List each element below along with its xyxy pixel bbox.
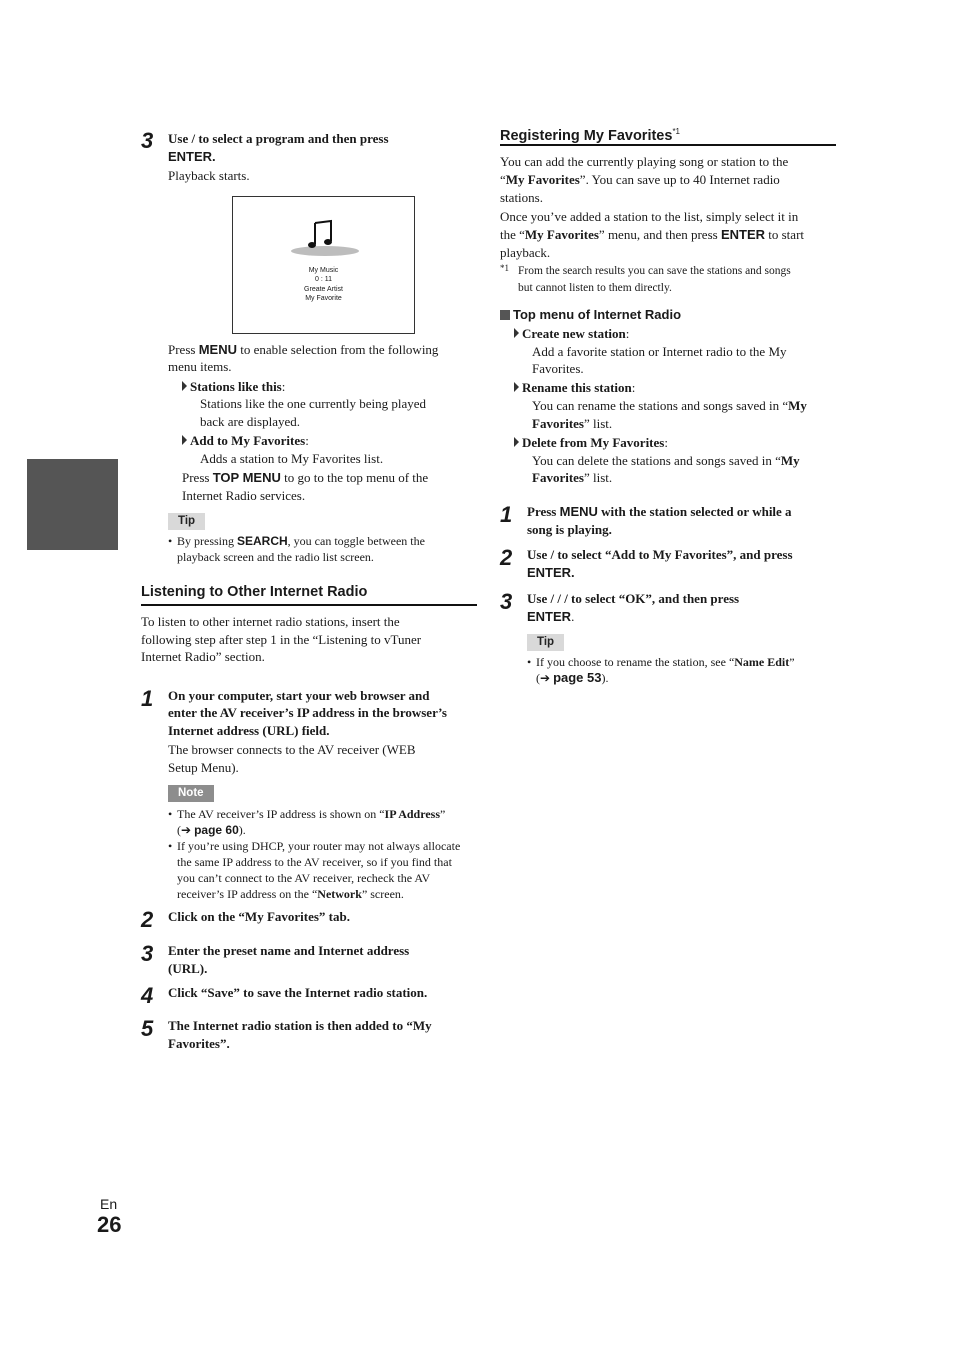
step-text: ENTER. (527, 565, 575, 580)
tip-bullet: • By pressing SEARCH, you can toggle between the playback screen and the radio list screen. (168, 534, 425, 564)
step-result: Playback starts. (168, 168, 250, 183)
step-text: (URL). (168, 961, 208, 976)
menu-item-desc: You can rename the stations and songs saved in “My (532, 398, 807, 413)
step-number: 4 (141, 983, 154, 1008)
paragraph: playback. (500, 245, 551, 260)
menu-item-desc: Adds a station to My Favorites list. (200, 451, 384, 466)
step-number: 2 (500, 545, 513, 570)
menu-item-desc: Add a favorite station or Internet radio to the My (532, 344, 787, 359)
step-text: ENTER. (168, 149, 216, 164)
screen-line: Greate Artist (304, 286, 343, 293)
step-text: Favorites”. (168, 1036, 230, 1051)
footnote-mark: *1 (500, 263, 509, 273)
paragraph: Once you’ve added a station to the list, simply select it in (500, 209, 799, 224)
paragraph: Internet Radio” section. (141, 649, 265, 664)
section-heading: Listening to Other Internet Radio (141, 584, 368, 600)
note-badge: Note (168, 785, 214, 802)
step-text: The Internet radio station is then added to “My (168, 1018, 432, 1033)
note-bullet: • If you’re using DHCP, your router may not always allocate the same IP address to the AV receiver, so if you find that you can’t connect to the AV receiver, recheck the AV receiver’s IP address on the “Network” screen. (168, 839, 461, 901)
sub-heading: Top menu of Internet Radio (500, 306, 681, 323)
triangle-icon (514, 382, 519, 392)
tip-bullet: • If you choose to rename the station, see “Name Edit” (➔ page 53). (527, 655, 795, 685)
step-text: On your computer, start your web browser and (168, 688, 430, 703)
heading-rule (141, 604, 477, 606)
paragraph: You can add the currently playing song or station to the (500, 154, 789, 169)
menu-item-desc: Favorites” list. (532, 416, 613, 431)
menu-item-desc: Stations like the one currently being played (200, 396, 426, 411)
menu-item: Delete from My Favorites: (514, 434, 668, 452)
menu-item-desc: Favorites. (532, 361, 584, 376)
note-bullet: • The AV receiver’s IP address is shown on “IP Address” (➔ page 60). (168, 807, 446, 837)
menu-item: Add to My Favorites: (182, 432, 309, 450)
step-text: Press MENU with the station selected or while a (527, 504, 792, 519)
step-number: 3 (141, 128, 154, 153)
paragraph: Internet Radio services. (182, 488, 306, 503)
step-text: Enter the preset name and Internet address (168, 943, 410, 958)
paragraph: stations. (500, 190, 543, 205)
footnote: From the search results you can save the stations and songs (518, 265, 791, 277)
step-text: ENTER. (527, 609, 575, 624)
step-text: Use / / / to select “OK”, and then press (527, 591, 740, 606)
step-text: enter the AV receiver’s IP address in the browser’s (168, 705, 447, 720)
triangle-icon (514, 437, 519, 447)
triangle-icon (514, 328, 519, 338)
paragraph: menu items. (168, 359, 232, 374)
screen-line: 0 : 11 (315, 276, 332, 283)
tip-badge: Tip (168, 513, 205, 530)
menu-item-desc: You can delete the stations and songs saved in “My (532, 453, 800, 468)
step-number: 1 (500, 502, 513, 527)
step-text: song is playing. (527, 522, 612, 537)
footnote: but cannot listen to them directly. (518, 282, 672, 294)
screen-line: My Music (308, 267, 339, 274)
section-heading: Registering My Favorites$^{*1}$ (500, 127, 680, 144)
page-number: 26 (97, 1212, 122, 1237)
menu-item-desc: Favorites” list. (532, 470, 613, 485)
chapter-tab (27, 459, 118, 550)
paragraph: Press TOP MENU to go to the top menu of the (182, 470, 429, 485)
step-number: 1 (141, 686, 154, 711)
step-number: 2 (141, 907, 154, 932)
menu-item: Rename this station: (514, 379, 635, 397)
playback-screen-illustration (232, 196, 415, 334)
step-text: Click on the “My Favorites” tab. (168, 909, 350, 924)
language-label: En (100, 1196, 118, 1212)
step-text: Use / to select “Add to My Favorites”, and press (527, 547, 793, 562)
menu-item-desc: back are displayed. (200, 414, 300, 429)
step-number: 3 (500, 589, 513, 614)
paragraph: To listen to other internet radio stations, insert the (141, 614, 400, 629)
screen-line: My Favorite (305, 295, 342, 302)
paragraph: the “My Favorites” menu, and then press ENTER to start (500, 227, 805, 242)
menu-item: Stations like this: (182, 378, 285, 396)
step-text: Use / to select a program and then press (168, 131, 389, 146)
step-text: Internet address (URL) field. (168, 723, 330, 738)
step-text: Click “Save” to save the Internet radio station. (168, 985, 428, 1000)
step-number: 5 (141, 1016, 154, 1041)
step-result: The browser connects to the AV receiver (WEB (168, 742, 416, 757)
heading-rule (500, 144, 836, 146)
step-number: 3 (141, 941, 154, 966)
paragraph: Press MENU to enable selection from the following (168, 342, 439, 357)
menu-item: Create new station: (514, 325, 629, 343)
music-note-icon (285, 219, 365, 259)
step-result: Setup Menu). (168, 760, 239, 775)
square-bullet-icon (500, 310, 510, 320)
triangle-icon (182, 435, 187, 445)
paragraph: following step after step 1 in the “Listening to vTuner (141, 632, 422, 647)
tip-badge: Tip (527, 634, 564, 651)
paragraph: “My Favorites”. You can save up to 40 Internet radio (500, 172, 780, 187)
triangle-icon (182, 381, 187, 391)
